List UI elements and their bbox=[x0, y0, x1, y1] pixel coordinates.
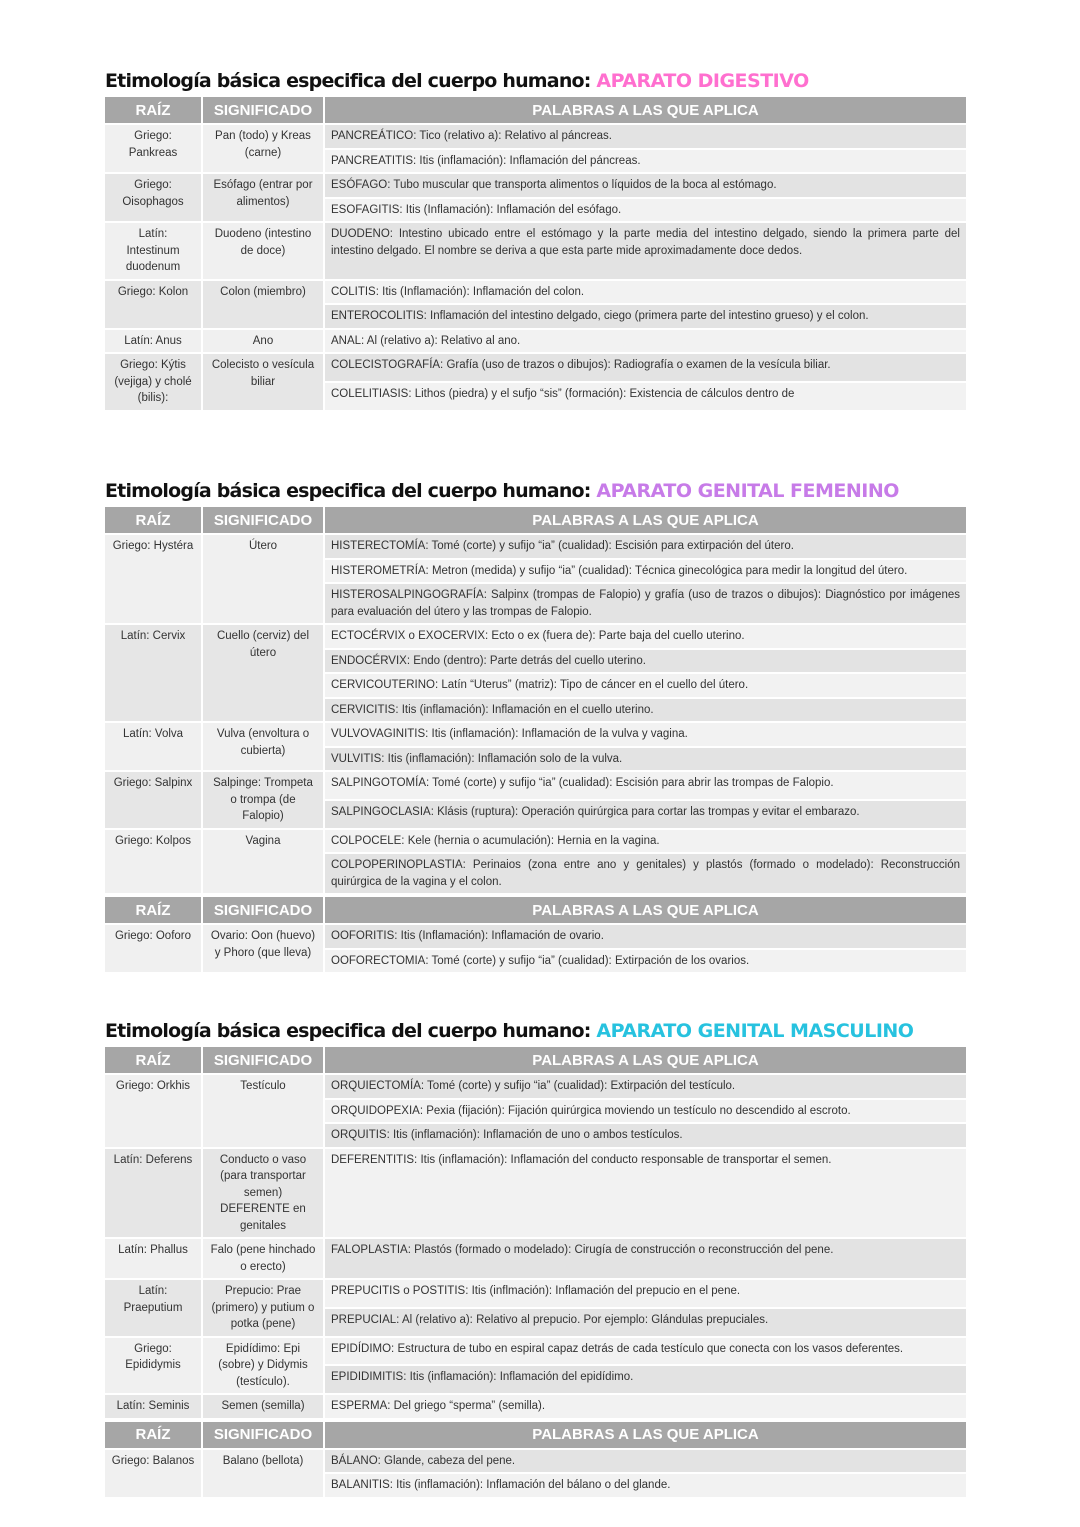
root-cell: Griego: Pankreas bbox=[105, 125, 201, 172]
meaning-cell: Ovario: Oon (huevo) y Phoro (que lleva) bbox=[203, 925, 323, 972]
column-header-raiz: RAÍZ bbox=[105, 507, 201, 533]
root-cell: Griego: Salpinx bbox=[105, 772, 201, 828]
word-cell: BALANITIS: Itis (inflamación): Inflamación del bálano o del glande. bbox=[325, 1474, 966, 1497]
word-cell: ORQUITIS: Itis (inflamación): Inflamación de uno o ambos testículos. bbox=[325, 1124, 966, 1147]
column-header-significado: SIGNIFICADO bbox=[203, 897, 323, 923]
word-cell: VULVOVAGINITIS: Itis (inflamación): Inflamación de la vulva y vagina. bbox=[325, 723, 966, 746]
column-header-palabras-a-las-que-aplica: PALABRAS A LAS QUE APLICA bbox=[325, 507, 966, 533]
word-cell: ESÓFAGO: Tubo muscular que transporta alimentos o líquidos de la boca al estómago. bbox=[325, 174, 966, 197]
word-cell: DUODENO: Intestino ubicado entre el estómago y la parte media del intestino delgado, siendo la primera parte del intestino delgado. El nombre se deriva a que esta parte mide aproximadamente doce dedos. bbox=[325, 223, 966, 279]
word-cell: PANCREATITIS: Itis (inflamación): Inflamación del páncreas. bbox=[325, 150, 966, 173]
section-title bbox=[105, 68, 970, 95]
word-cell: EPIDÍDIMO: Estructura de tubo en espiral capaz detrás de cada testículo que conecta con los vasos deferentes. bbox=[325, 1338, 966, 1365]
column-header-significado: SIGNIFICADO bbox=[203, 1047, 323, 1073]
root-cell: Latín: Deferens bbox=[105, 1149, 201, 1238]
column-header-palabras-a-las-que-aplica: PALABRAS A LAS QUE APLICA bbox=[325, 897, 966, 923]
table-row bbox=[105, 1395, 966, 1418]
root-cell: Griego: Ooforo bbox=[105, 925, 201, 972]
column-header-raiz: RAÍZ bbox=[105, 1422, 201, 1448]
word-cell: COLPOPERINOPLASTIA: Perinaios (zona entre ano y genitales) y plastós (formado o modelado): Reconstrucción quirúrgica de la vagina y el colon. bbox=[325, 854, 966, 893]
meaning-cell: Colon (miembro) bbox=[203, 281, 323, 328]
root-cell: Latín: Seminis bbox=[105, 1395, 201, 1418]
table-row bbox=[105, 1149, 966, 1238]
column-header-significado: SIGNIFICADO bbox=[203, 507, 323, 533]
title-highlight: APARATO GENITAL MASCULINO bbox=[596, 1020, 914, 1042]
root-cell: Griego: Oisophagos bbox=[105, 174, 201, 221]
word-cell: SALPINGOTOMÍA: Tomé (corte) y sufijo “ia” (cualidad): Escisión para abrir las trompas de Falopio. bbox=[325, 772, 966, 799]
table-row bbox=[105, 1239, 966, 1278]
word-cell: CERVICITIS: Itis (inflamación): Inflamación en el cuello uterino. bbox=[325, 699, 966, 722]
word-cell: PREPUCIAL: Al (relativo a): Relativo al prepucio. Por ejemplo: Glándulas prepuciales. bbox=[325, 1309, 966, 1336]
word-cell: FALOPLASTIA: Plastós (formado o modelado): Cirugía de construcción o reconstrucción del pene. bbox=[325, 1239, 966, 1278]
word-cell: COLPOCELE: Kele (hernia o acumulación): Hernia en la vagina. bbox=[325, 830, 966, 853]
title-highlight: APARATO DIGESTIVO bbox=[596, 70, 809, 92]
section-aparato-genital-femenino bbox=[105, 478, 970, 974]
word-cell: ENDOCÉRVIX: Endo (dentro): Parte detrás del cuello uterino. bbox=[325, 650, 966, 673]
root-cell: Latín: Cervix bbox=[105, 625, 201, 721]
table-row bbox=[105, 723, 966, 746]
word-cell: ENTEROCOLITIS: Inflamación del intestino delgado, ciego (primera parte del intestino grueso) y el colon. bbox=[325, 305, 966, 328]
column-header-raiz: RAÍZ bbox=[105, 1047, 201, 1073]
etymology-table bbox=[103, 1420, 968, 1499]
word-cell: ECTOCÉRVIX o EXOCERVIX: Ecto o ex (fuera de): Parte baja del cuello uterino. bbox=[325, 625, 966, 648]
word-cell: COLITIS: Itis (Inflamación): Inflamación del colon. bbox=[325, 281, 966, 304]
table-row bbox=[105, 223, 966, 279]
section-title bbox=[105, 478, 970, 505]
meaning-cell: Vulva (envoltura o cubierta) bbox=[203, 723, 323, 770]
root-cell: Griego: Kolpos bbox=[105, 830, 201, 894]
root-cell: Griego: Balanos bbox=[105, 1450, 201, 1497]
table-row bbox=[105, 535, 966, 558]
root-cell: Latín: Intestinum duodenum bbox=[105, 223, 201, 279]
word-cell: OOFORITIS: Itis (Inflamación): Inflamación de ovario. bbox=[325, 925, 966, 948]
root-cell: Griego: Epididymis bbox=[105, 1338, 201, 1394]
word-cell: EPIDIDIMITIS: Itis (inflamación): Inflamación del epidídimo. bbox=[325, 1366, 966, 1393]
meaning-cell: Colecisto o vesícula biliar bbox=[203, 354, 323, 410]
title-highlight: APARATO GENITAL FEMENINO bbox=[596, 480, 899, 502]
column-header-palabras-a-las-que-aplica: PALABRAS A LAS QUE APLICA bbox=[325, 97, 966, 123]
meaning-cell: Útero bbox=[203, 535, 323, 623]
table-header-row bbox=[105, 1047, 966, 1073]
word-cell: DEFERENTITIS: Itis (inflamación): Inflamación del conducto responsable de transportar el semen. bbox=[325, 1149, 966, 1238]
word-cell: HISTERECTOMÍA: Tomé (corte) y sufijo “ia” (cualidad): Escisión para extirpación del útero. bbox=[325, 535, 966, 558]
word-cell: ORQUIECTOMÍA: Tomé (corte) y sufijo “ia” (cualidad): Extirpación del testículo. bbox=[325, 1075, 966, 1098]
table-row bbox=[105, 925, 966, 948]
column-header-raiz: RAÍZ bbox=[105, 97, 201, 123]
word-cell: COLELITIASIS: Lithos (piedra) y el sufjo “sis” (formación): Existencia de cálculos dentro de bbox=[325, 383, 966, 410]
root-cell: Griego: Orkhis bbox=[105, 1075, 201, 1147]
meaning-cell: Balano (bellota) bbox=[203, 1450, 323, 1497]
column-header-palabras-a-las-que-aplica: PALABRAS A LAS QUE APLICA bbox=[325, 1422, 966, 1448]
title-prefix: Etimología básica especifica del cuerpo humano: bbox=[105, 70, 597, 92]
column-header-significado: SIGNIFICADO bbox=[203, 97, 323, 123]
table-header-row bbox=[105, 1422, 966, 1448]
word-cell: ORQUIDOPEXIA: Pexia (fijación): Fijación quirúrgica moviendo un testículo no descendido al escroto. bbox=[325, 1100, 966, 1123]
table-row bbox=[105, 174, 966, 197]
meaning-cell: Pan (todo) y Kreas (carne) bbox=[203, 125, 323, 172]
column-header-palabras-a-las-que-aplica: PALABRAS A LAS QUE APLICA bbox=[325, 1047, 966, 1073]
table-header-row bbox=[105, 507, 966, 533]
table-row bbox=[105, 1075, 966, 1098]
meaning-cell: Vagina bbox=[203, 830, 323, 894]
word-cell: HISTEROSALPINGOGRAFÍA: Salpinx (trompas de Falopio) y grafía (uso de trazos o dibujos): Diagnóstico por imágenes para evaluación del útero y las trompas de Falopio. bbox=[325, 584, 966, 623]
meaning-cell: Epidídimo: Epi (sobre) y Didymis (testículo). bbox=[203, 1338, 323, 1394]
meaning-cell: Falo (pene hinchado o erecto) bbox=[203, 1239, 323, 1278]
etymology-table bbox=[103, 1045, 968, 1420]
section-title bbox=[105, 1018, 970, 1045]
table-row bbox=[105, 1280, 966, 1307]
word-cell: ANAL: Al (relativo a): Relativo al ano. bbox=[325, 330, 966, 353]
root-cell: Griego: Kýtis (vejiga) y cholé (bilis): bbox=[105, 354, 201, 410]
section-aparato-genital-masculino bbox=[105, 1018, 970, 1499]
word-cell: COLECISTOGRAFÍA: Grafía (uso de trazos o dibujos): Radiografía o examen de la vesícula biliar. bbox=[325, 354, 966, 381]
meaning-cell: Salpinge: Trompeta o trompa (de Falopio) bbox=[203, 772, 323, 828]
table-row bbox=[105, 830, 966, 853]
table-row bbox=[105, 625, 966, 648]
column-header-significado: SIGNIFICADO bbox=[203, 1422, 323, 1448]
word-cell: HISTEROMETRÍA: Metron (medida) y sufijo “ia” (cualidad): Técnica ginecológica para medir la longitud del útero. bbox=[325, 560, 966, 583]
meaning-cell: Conducto o vaso (para transportar semen) DEFERENTE en genitales bbox=[203, 1149, 323, 1238]
title-prefix: Etimología básica especifica del cuerpo humano: bbox=[105, 1020, 597, 1042]
root-cell: Latín: Praeputium bbox=[105, 1280, 201, 1336]
table-row bbox=[105, 772, 966, 799]
word-cell: BÁLANO: Glande, cabeza del pene. bbox=[325, 1450, 966, 1473]
word-cell: VULVITIS: Itis (inflamación): Inflamación solo de la vulva. bbox=[325, 748, 966, 771]
word-cell: PANCREÁTICO: Tico (relativo a): Relativo al páncreas. bbox=[325, 125, 966, 148]
etymology-table bbox=[103, 95, 968, 412]
meaning-cell: Testículo bbox=[203, 1075, 323, 1147]
section-aparato-digestivo bbox=[105, 68, 970, 412]
table-row bbox=[105, 281, 966, 304]
root-cell: Latín: Anus bbox=[105, 330, 201, 353]
meaning-cell: Cuello (cerviz) del útero bbox=[203, 625, 323, 721]
root-cell: Latín: Phallus bbox=[105, 1239, 201, 1278]
meaning-cell: Semen (semilla) bbox=[203, 1395, 323, 1418]
table-row bbox=[105, 1450, 966, 1473]
word-cell: SALPINGOCLASIA: Klásis (ruptura): Operación quirúrgica para cortar las trompas y evitar el embarazo. bbox=[325, 801, 966, 828]
table-row bbox=[105, 1338, 966, 1365]
meaning-cell: Prepucio: Prae (primero) y putium o potka (pene) bbox=[203, 1280, 323, 1336]
table-row bbox=[105, 125, 966, 148]
root-cell: Griego: Kolon bbox=[105, 281, 201, 328]
word-cell: PREPUCITIS o POSTITIS: Itis (inflmación): Inflamación del prepucio en el pene. bbox=[325, 1280, 966, 1307]
table-header-row bbox=[105, 897, 966, 923]
etymology-table bbox=[103, 895, 968, 974]
word-cell: ESOFAGITIS: Itis (Inflamación): Inflamación del esófago. bbox=[325, 199, 966, 222]
root-cell: Griego: Hystéra bbox=[105, 535, 201, 623]
table-header-row bbox=[105, 97, 966, 123]
meaning-cell: Duodeno (intestino de doce) bbox=[203, 223, 323, 279]
word-cell: CERVICOUTERINO: Latín “Uterus” (matriz): Tipo de cáncer en el cuello del útero. bbox=[325, 674, 966, 697]
column-header-raiz: RAÍZ bbox=[105, 897, 201, 923]
table-row bbox=[105, 354, 966, 381]
word-cell: ESPERMA: Del griego “sperma” (semilla). bbox=[325, 1395, 966, 1418]
meaning-cell: Esófago (entrar por alimentos) bbox=[203, 174, 323, 221]
etymology-table bbox=[103, 505, 968, 895]
meaning-cell: Ano bbox=[203, 330, 323, 353]
table-row bbox=[105, 330, 966, 353]
root-cell: Latín: Volva bbox=[105, 723, 201, 770]
word-cell: OOFORECTOMIA: Tomé (corte) y sufijo “ia” (cualidad): Extirpación de los ovarios. bbox=[325, 950, 966, 973]
title-prefix: Etimología básica especifica del cuerpo humano: bbox=[105, 480, 597, 502]
